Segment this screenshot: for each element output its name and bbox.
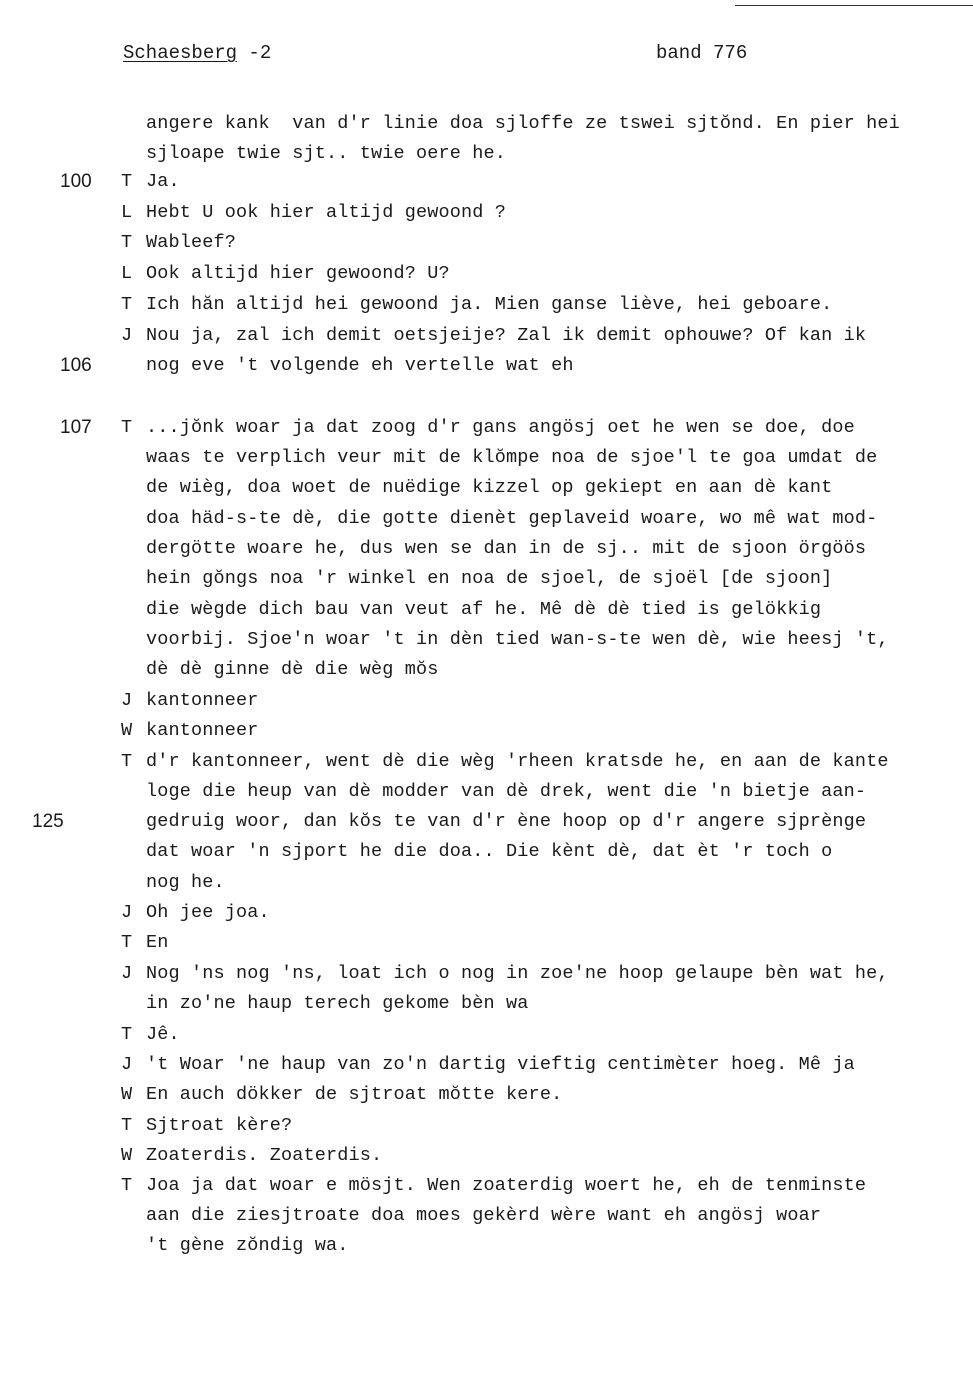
line-number: 107 (60, 417, 92, 438)
line-text: kantonneer (146, 690, 259, 711)
speaker-label: J (121, 690, 133, 711)
transcript-line (0, 1232, 973, 1260)
transcript-line (0, 1081, 973, 1109)
line-text: die wègde dich bau van veut af he. Mê dè dè tied is gelökkig (146, 599, 822, 620)
transcript-line (0, 474, 973, 502)
transcript-line (0, 899, 973, 927)
transcript-line (0, 687, 973, 715)
line-text: loge die heup van dè modder van dè drek, went die 'n bietje aan- (146, 781, 867, 802)
transcript-line (0, 444, 973, 472)
transcript-line (0, 748, 973, 776)
line-text: hein gŏngs noa 'r winkel en noa de sjoel, de sjoël [de sjoon] (146, 568, 833, 589)
transcript-line (0, 717, 973, 745)
line-text: nog he. (146, 872, 225, 893)
speaker-label: W (121, 1084, 133, 1105)
transcript-line (0, 110, 973, 138)
line-text: Wableef? (146, 232, 237, 253)
line-text: Joa ja dat woar e mösjt. Wen zoaterdig woert he, eh de tenminste (146, 1175, 867, 1196)
speaker-label: J (121, 902, 133, 923)
speaker-label: T (121, 171, 133, 192)
transcript-line (0, 808, 973, 836)
line-text: Ook altijd hier gewoond? U? (146, 263, 450, 284)
header-title: Schaesberg (123, 42, 238, 64)
line-text: Ich hăn altijd hei gewoond ja. Mien ganse liève, hei geboare. (146, 294, 833, 315)
transcript-line (0, 1051, 973, 1079)
speaker-label: T (121, 417, 133, 438)
line-text: aan die ziesjtroate doa moes gekèrd wère want eh angösj woar (146, 1205, 822, 1226)
line-text: ...jŏnk woar ja dat zoog d'r gans angösj oet he wen se doe, doe (146, 417, 855, 438)
speaker-label: L (121, 263, 133, 284)
transcript-line (0, 869, 973, 897)
line-text: Hebt U ook hier altijd gewoond ? (146, 202, 507, 223)
page-header (0, 42, 973, 66)
line-text: de wièg, doa woet de nuëdige kizzel op gekiept en aan dè kant (146, 477, 833, 498)
header-left (123, 42, 271, 64)
speaker-label: J (121, 963, 133, 984)
transcript-line (0, 990, 973, 1018)
line-text: 't gène zŏndig wa. (146, 1235, 349, 1256)
transcript-line (0, 291, 973, 319)
transcript-line (0, 140, 973, 168)
transcript-line (0, 168, 973, 196)
line-text: Nog 'ns nog 'ns, loat ich o nog in zoe'ne hoop gelaupe bèn wat he, (146, 963, 889, 984)
line-text: dè dè ginne dè die wèg mŏs (146, 659, 439, 680)
line-number: 125 (32, 811, 64, 832)
header-band: band 776 (656, 42, 748, 64)
speaker-label: T (121, 1115, 133, 1136)
speaker-label: T (121, 1024, 133, 1045)
line-text: angere kank van d'r linie doa sjloffe ze tswei sjtŏnd. En pier hei (146, 113, 900, 134)
line-text: dergötte woare he, dus wen se dan in de sj.. mit de sjoon örgöös (146, 538, 867, 559)
transcript-line (0, 778, 973, 806)
transcript-line (0, 535, 973, 563)
line-text: voorbij. Sjoe'n woar 't in dèn tied wan-s-te wen dè, wie heesj 't, (146, 629, 889, 650)
header-title-suffix: -2 (237, 42, 272, 64)
transcript-line (0, 565, 973, 593)
speaker-label: T (121, 232, 133, 253)
line-text: 't Woar 'ne haup van zo'n dartig vieftig centimèter hoeg. Mê ja (146, 1054, 855, 1075)
transcript-line (0, 352, 973, 380)
transcript-line (0, 199, 973, 227)
speaker-label: W (121, 720, 133, 741)
line-text: waas te verplich veur mit de klŏmpe noa de sjoe'l te goa umdat de (146, 447, 878, 468)
speaker-label: J (121, 1054, 133, 1075)
speaker-label: T (121, 294, 133, 315)
line-text: Jê. (146, 1024, 180, 1045)
transcript-line (0, 1021, 973, 1049)
speaker-label: T (121, 751, 133, 772)
line-text: nog eve 't volgende eh vertelle wat eh (146, 355, 574, 376)
top-rule-line (735, 5, 973, 6)
speaker-label: J (121, 325, 133, 346)
transcript-line (0, 260, 973, 288)
line-number: 100 (60, 171, 92, 192)
speaker-label: W (121, 1145, 133, 1166)
line-text: Oh jee joa. (146, 902, 270, 923)
transcript-line (0, 322, 973, 350)
speaker-label: T (121, 932, 133, 953)
transcript-line (0, 1172, 973, 1200)
line-text: in zo'ne haup terech gekome bèn wa (146, 993, 529, 1014)
transcript-line (0, 1112, 973, 1140)
line-text: gedruig woor, dan kŏs te van d'r ène hoop op d'r angere sjprènge (146, 811, 867, 832)
transcript-line (0, 1142, 973, 1170)
transcript-line (0, 960, 973, 988)
line-text: doa häd-s-te dè, die gotte dienèt geplaveid woare, wo mê wat mod- (146, 508, 878, 529)
transcript-line (0, 1202, 973, 1230)
transcript-line (0, 626, 973, 654)
line-text: Nou ja, zal ich demit oetsjeije? Zal ik demit ophouwe? Of kan ik (146, 325, 867, 346)
line-text: Sjtroat kère? (146, 1115, 293, 1136)
line-text: Ja. (146, 171, 180, 192)
line-text: En auch dökker de sjtroat mŏtte kere. (146, 1084, 563, 1105)
line-text: En (146, 932, 169, 953)
transcript-line (0, 929, 973, 957)
line-text: d'r kantonneer, went dè die wèg 'rheen kratsde he, en aan de kante (146, 751, 889, 772)
transcript-line (0, 505, 973, 533)
transcript-line (0, 838, 973, 866)
speaker-label: L (121, 202, 133, 223)
transcript-line (0, 229, 973, 257)
line-text: sjloape twie sjt.. twie oere he. (146, 143, 507, 164)
transcript-line (0, 414, 973, 442)
speaker-label: T (121, 1175, 133, 1196)
line-text: dat woar 'n sjport he die doa.. Die kènt dè, dat èt 'r toch o (146, 841, 833, 862)
line-number: 106 (60, 355, 92, 376)
line-text: Zoaterdis. Zoaterdis. (146, 1145, 383, 1166)
transcript-line (0, 656, 973, 684)
line-text: kantonneer (146, 720, 259, 741)
transcript-line (0, 596, 973, 624)
